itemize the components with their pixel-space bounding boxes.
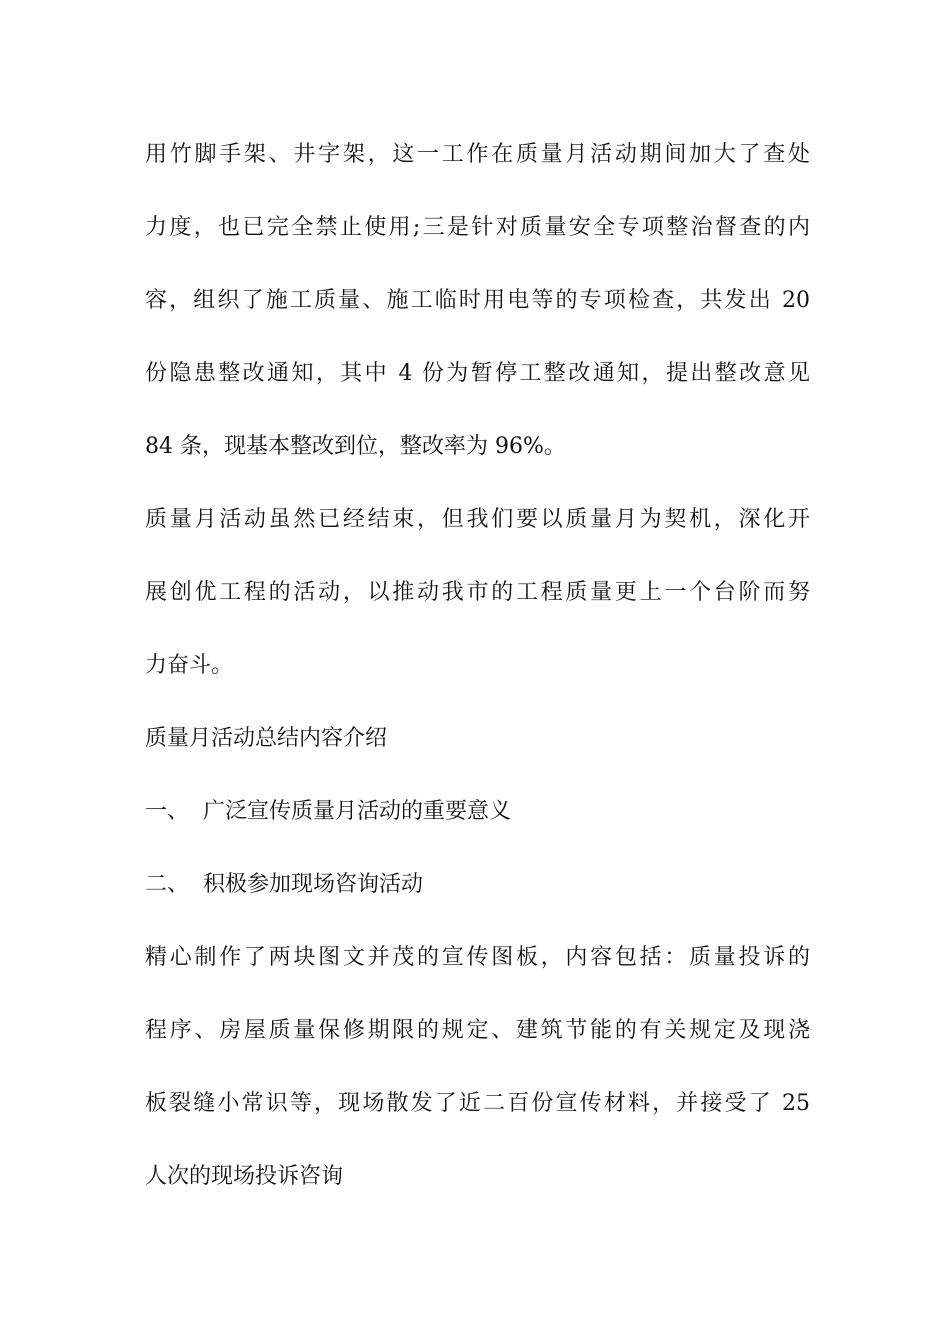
section-title: 质量月活动总结内容介绍: [145, 726, 388, 751]
paragraph-line: 份隐患整改通知，其中 4 份为暂停工整改通知，提出整改意见: [145, 361, 810, 386]
list-item: [145, 856, 810, 914]
list-item-text: 积极参加现场咨询活动: [203, 872, 424, 897]
paragraph-line: 容，组织了施工质量、施工临时用电等的专项检查，共发出 20: [145, 288, 810, 313]
list-item-text: 广泛宣传质量月活动的重要意义: [203, 799, 512, 824]
list-item-number: 一、: [145, 799, 190, 824]
paragraph-line: 人次的现场投诉咨询: [145, 1164, 344, 1189]
paragraph-line: 力奋斗。: [145, 653, 234, 678]
paragraph-3: [145, 929, 810, 1206]
paragraph-1: [145, 126, 810, 476]
list-item: [145, 783, 810, 841]
list-item-number: 二、: [145, 872, 190, 897]
paragraph-line: 质量月活动虽然已经结束，但我们要以质量月为契机，深化开: [145, 507, 810, 532]
paragraph-line: 84 条，现基本整改到位，整改率为 96%。: [145, 434, 566, 459]
paragraph-2: [145, 491, 810, 695]
paragraph-line: 板裂缝小常识等，现场散发了近二百份宣传材料，并接受了 25: [145, 1091, 810, 1116]
paragraph-line: 力度，也已完全禁止使用;三是针对质量安全专项整治督查的内: [145, 215, 810, 240]
document-body: [145, 126, 810, 1221]
paragraph-line: 展创优工程的活动，以推动我市的工程质量更上一个台阶而努: [145, 580, 810, 605]
paragraph-line: 用竹脚手架、井字架，这一工作在质量月活动期间加大了查处: [145, 142, 810, 167]
paragraph-line: 程序、房屋质量保修期限的规定、建筑节能的有关规定及现浇: [145, 1018, 810, 1043]
paragraph-line: 精心制作了两块图文并茂的宣传图板，内容包括：质量投诉的: [145, 945, 810, 970]
